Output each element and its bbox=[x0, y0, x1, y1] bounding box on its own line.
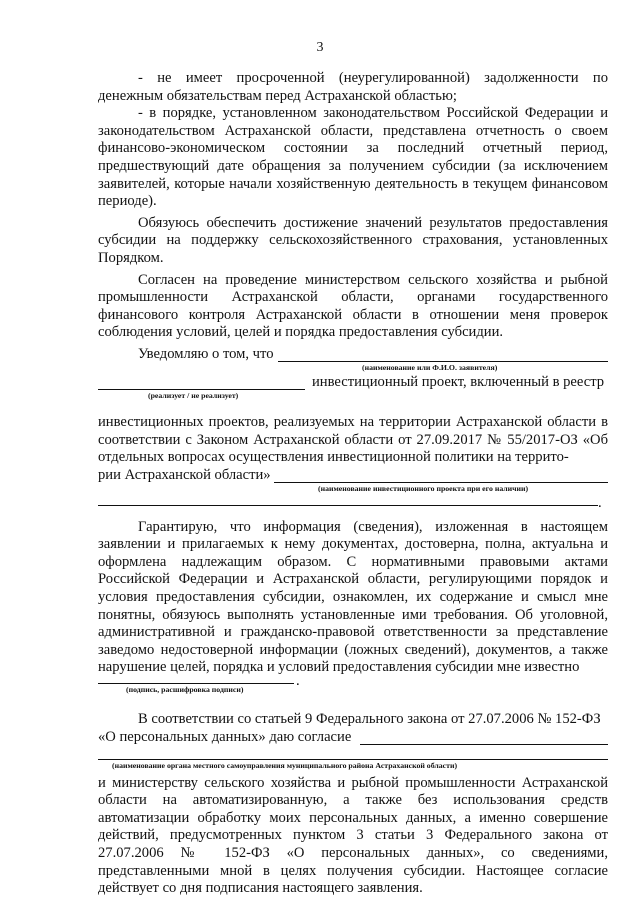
project-name-row bbox=[98, 467, 608, 499]
authority-caption: (наименование органа местного самоуправления муниципального района Астраханской области) bbox=[112, 760, 458, 770]
implements-row bbox=[98, 374, 608, 414]
authority-row bbox=[98, 751, 608, 775]
paragraph-personal-data: В соответствии со статьей 9 Федерального закона от 27.07.2006 № 152-ФЗ bbox=[138, 711, 601, 728]
implements-line bbox=[98, 389, 305, 390]
investment-project-text: инвестиционный проект, включенный в реестр bbox=[312, 373, 605, 390]
signature-row bbox=[98, 673, 608, 701]
signature-period: . bbox=[296, 673, 300, 690]
paragraph-guarantee: Гарантирую, что информация (сведения), изложенная в настоящем заявлении и прилагаемых к нему документах, достоверна, полна, актуальна и оформлена надлежащим образом. С нормативными правовыми актами Российской Федерации и Астраханской области, регулирующими порядок и условия предоставления субсидии, ознакомлен, их содержание и смысл мне понятны, обязуюсь выполнять установленные ими требования. Об уголовной, административной и гражданско-правовой ответственности за представление заведомо недостоверной информации (ложных сведений), документов, а также нарушение целей, порядка и условий предоставления субсидии мне известно bbox=[98, 518, 608, 676]
paragraph-ministry-consent: и министерству сельского хозяйства и рыбной промышленности Астраханской области на автоматизированную, а также без использования средств автоматизации обработку моих персональных данных, а именно совершение действий, предусмотренных пунктом 3 статьи 3 Федерального закона от 27.07.2006 № 152-ФЗ «О персональных данных», со сведениями, представленными мной в целях получения субсидии. Настоящее согласие действует со дня подписания настоящего заявления. bbox=[98, 774, 608, 897]
project-name-line bbox=[274, 482, 608, 483]
signature-line bbox=[98, 683, 294, 684]
notify-label: Уведомляю о том, что bbox=[138, 345, 274, 362]
page-number: 3 bbox=[316, 40, 324, 55]
project-name-line-2 bbox=[98, 505, 598, 506]
project-name-caption: (наименование инвестиционного проекта при его наличии) bbox=[318, 483, 529, 493]
paragraph-consent-inspections: Согласен на проведение министерством сельского хозяйства и рыбной промышленности Астраханской области, органами государственного финансового контроля Астраханской области в отношении меня проверок соблюдения условий, целей и порядка предоставления субсидии. bbox=[98, 271, 608, 341]
paragraph-commitment: Обязуюсь обеспечить достижение значений результатов предоставления субсидии на поддержку сельскохозяйственного страхования, установленных Порядком. bbox=[98, 214, 608, 266]
personal-data-row bbox=[98, 729, 608, 751]
notify-row bbox=[98, 345, 608, 372]
personal-data-law-name: «О персональных данных» даю согласие bbox=[98, 728, 352, 745]
paragraph-reporting: - в порядке, установленном законодательством Российской Федерации и законодательством Астраханской области, представлена отчетность о своем финансово-экономическом состоянии за последний отчетный период, предшествующий дате обращения за получением субсидии (за исключением заявителей, которые начали хозяйственную деятельность в текущем финансовом периоде). bbox=[98, 105, 608, 210]
document-body bbox=[98, 70, 608, 898]
authority-line bbox=[98, 759, 608, 760]
implements-caption: (реализует / не реализует) bbox=[148, 390, 239, 400]
paragraph-registry: инвестиционных проектов, реализуемых на территории Астраханской области в соответствии с Законом Астраханской области от 27.09.2017 № 55/2017-ОЗ «Об отдельных вопросах осуществления инвестиционной политики на террито- bbox=[98, 413, 608, 466]
project-name-period: . bbox=[598, 494, 602, 511]
project-name-row-2 bbox=[98, 494, 608, 519]
signature-caption: (подпись, расшифровка подписи) bbox=[126, 685, 244, 695]
consent-line bbox=[360, 744, 608, 745]
applicant-name-caption: (наименование или Ф.И.О. заявителя) bbox=[362, 362, 498, 372]
applicant-name-line bbox=[278, 361, 608, 362]
territory-text: рии Астраханской области» bbox=[98, 466, 271, 483]
paragraph-no-debt: - не имеет просроченной (неурегулированной) задолженности по денежным обязательствам перед Астраханской областью; bbox=[98, 70, 608, 104]
